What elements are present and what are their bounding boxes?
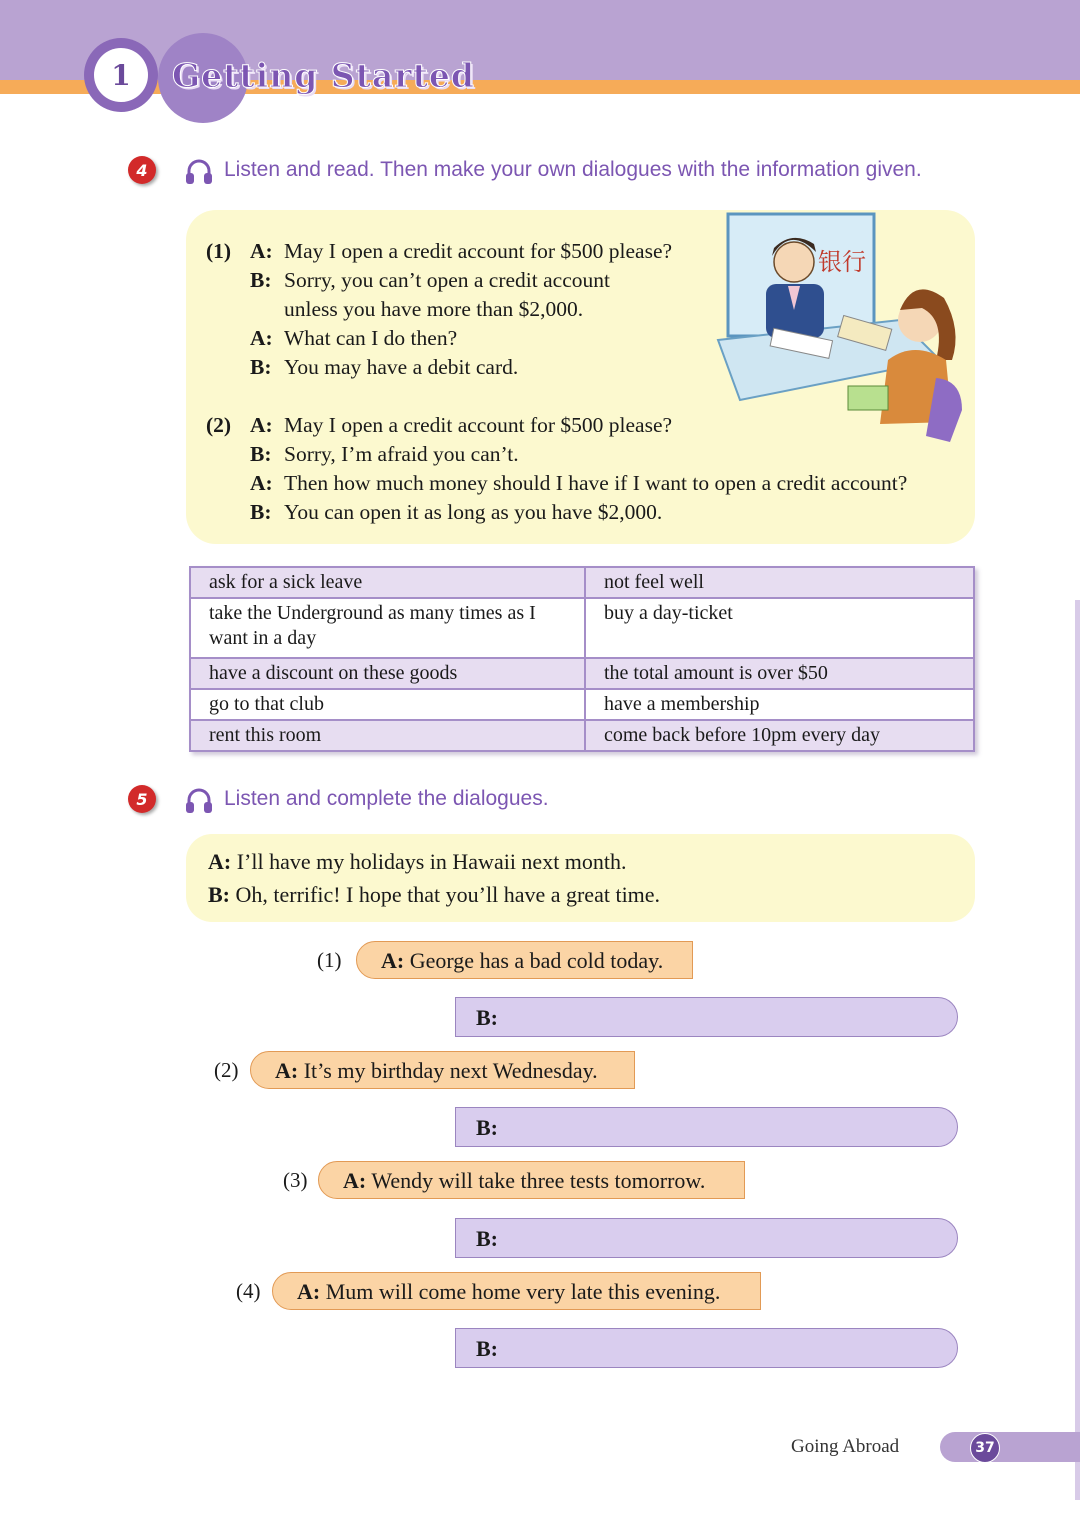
- unit-number: 1: [94, 48, 148, 102]
- headphones-icon: [184, 157, 214, 187]
- item-number: (3): [283, 1168, 308, 1192]
- prompt-text: Wendy will take three tests tomorrow.: [371, 1168, 706, 1193]
- speaker-label: B:: [208, 882, 230, 907]
- prompt-bubble: [272, 1272, 761, 1310]
- example-dialogue: [208, 845, 660, 911]
- speaker-label: B:: [476, 1115, 498, 1140]
- exercise-number-badge: 4: [128, 156, 156, 184]
- table-cell: not feel well: [585, 567, 974, 598]
- page-edge-strip: [1075, 600, 1080, 1500]
- table-cell: rent this room: [190, 720, 585, 751]
- dialogue-line: Sorry, I’m afraid you can’t.: [284, 442, 519, 466]
- item-number: (2): [214, 1058, 239, 1082]
- unit-badge: [84, 38, 158, 112]
- table-cell: go to that club: [190, 689, 585, 720]
- dialogue-line: unless you have more than $2,000.: [284, 297, 584, 321]
- table-cell: come back before 10pm every day: [585, 720, 974, 751]
- exercise-number-badge: 5: [128, 785, 156, 813]
- dialogue-line: What can I do then?: [284, 326, 458, 350]
- speaker-label: A:: [250, 413, 273, 437]
- table-cell: the total amount is over $50: [585, 658, 974, 689]
- headphones-icon: [184, 786, 214, 816]
- exercise-instruction: Listen and complete the dialogues.: [224, 787, 549, 810]
- table-cell: have a membership: [585, 689, 974, 720]
- prompt-bubble: [318, 1161, 745, 1199]
- table-row: [190, 567, 974, 598]
- example-line-a: I’ll have my holidays in Hawaii next month.: [236, 849, 627, 874]
- speaker-label: B:: [476, 1005, 498, 1030]
- speaker-label: A:: [381, 948, 405, 973]
- dialogue-line: Sorry, you can’t open a credit account: [284, 268, 610, 292]
- dialogue-label: (1): [206, 239, 232, 263]
- table-row: [190, 720, 974, 751]
- table-row: [190, 598, 974, 658]
- speaker-label: A:: [250, 471, 273, 495]
- table-cell: buy a day-ticket: [585, 598, 974, 658]
- dialogue-line: May I open a credit account for $500 please?: [284, 413, 673, 437]
- dialogue-line: May I open a credit account for $500 please?: [284, 239, 673, 263]
- response-field[interactable]: [455, 1107, 958, 1147]
- section-title: Getting Started: [172, 56, 475, 95]
- illustration-sign-text: 银行: [818, 248, 866, 276]
- speaker-label: A:: [275, 1058, 299, 1083]
- table-cell: have a discount on these goods: [190, 658, 585, 689]
- response-field[interactable]: [455, 1328, 958, 1368]
- exercise-instruction: Listen and read. Then make your own dialogues with the information given.: [224, 158, 922, 181]
- speaker-label: B:: [250, 500, 272, 524]
- speaker-label: A:: [250, 239, 273, 263]
- information-table: [189, 566, 975, 752]
- bank-scene-illustration: [700, 210, 966, 460]
- speaker-label: B:: [250, 268, 272, 292]
- speaker-label: A:: [343, 1168, 367, 1193]
- prompt-bubble: [250, 1051, 635, 1089]
- speaker-label: B:: [250, 442, 272, 466]
- response-field[interactable]: [455, 1218, 958, 1258]
- speaker-label: B:: [476, 1226, 498, 1251]
- prompt-bubble: [356, 941, 693, 979]
- table-row: [190, 658, 974, 689]
- speaker-label: A:: [297, 1279, 321, 1304]
- prompt-text: It’s my birthday next Wednesday.: [303, 1058, 598, 1083]
- speaker-label: B:: [250, 355, 272, 379]
- footer-unit-title: Going Abroad: [791, 1436, 900, 1457]
- page-number: 37: [970, 1433, 1000, 1463]
- response-field[interactable]: [455, 997, 958, 1037]
- dialogue-line: You can open it as long as you have $2,000.: [284, 500, 663, 524]
- item-number: (1): [317, 948, 342, 972]
- dialogue-line: Then how much money should I have if I want to open a credit account?: [284, 471, 908, 495]
- footer-tab: [940, 1432, 1080, 1462]
- speaker-label: A:: [208, 849, 232, 874]
- dialogue-label: (2): [206, 413, 232, 437]
- prompt-text: Mum will come home very late this evening.: [325, 1279, 721, 1304]
- example-line-b: Oh, terrific! I hope that you’ll have a great time.: [235, 882, 661, 907]
- table-cell: ask for a sick leave: [190, 567, 585, 598]
- dialogue-line: You may have a debit card.: [284, 355, 519, 379]
- speaker-label: A:: [250, 326, 273, 350]
- table-row: [190, 689, 974, 720]
- prompt-text: George has a bad cold today.: [409, 948, 664, 973]
- item-number: (4): [236, 1279, 261, 1303]
- speaker-label: B:: [476, 1336, 498, 1361]
- table-cell: take the Underground as many times as I want in a day: [190, 598, 585, 658]
